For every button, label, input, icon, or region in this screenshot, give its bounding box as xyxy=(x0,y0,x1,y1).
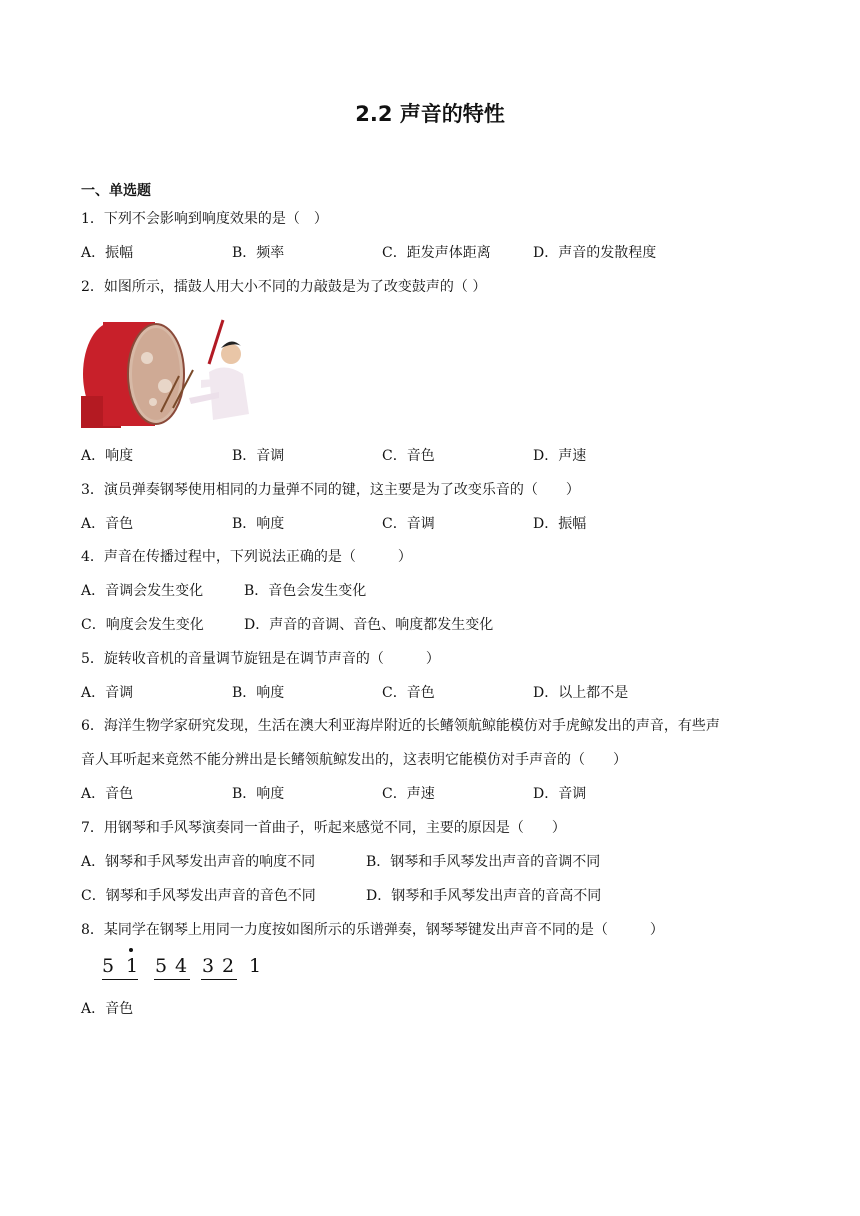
question-4-stem: 4．声音在传播过程中，下列说法正确的是（ ） xyxy=(81,549,412,565)
page-title: 2.2 声音的特性 xyxy=(355,102,505,126)
q1-option-d: D．声音的发散程度 xyxy=(533,245,657,261)
section-heading: 一、单选题 xyxy=(81,183,151,199)
question-3-stem: 3．演员弹奏钢琴使用相同的力量弹不同的键，这主要是为了改变乐音的（ ） xyxy=(81,482,580,498)
q6-option-a: A．音色 xyxy=(81,786,134,802)
q1-option-a: A．振幅 xyxy=(81,245,134,261)
q3-option-d: D．振幅 xyxy=(533,516,587,532)
q5-option-c: C．音色 xyxy=(382,685,435,701)
q7-option-a: A．钢琴和手风琴发出声音的响度不同 xyxy=(81,854,316,870)
question-1-stem: 1．下列不会影响到响度效果的是（ ） xyxy=(81,211,328,227)
q4-option-c: C．响度会发生变化 xyxy=(81,617,204,633)
q2-option-d: D．声速 xyxy=(533,448,587,464)
q8-option-a: A．音色 xyxy=(81,1001,134,1017)
q7-option-d: D．钢琴和手风琴发出声音的音高不同 xyxy=(366,888,602,904)
note: 1 xyxy=(249,955,262,977)
note: 4 xyxy=(175,955,188,977)
beam-underline xyxy=(201,979,237,980)
question-6-stem-line-2: 音人耳听起来竟然不能分辨出是长鳍领航鲸发出的，这表明它能模仿对手声音的（ ） xyxy=(81,752,627,768)
q3-option-b: B．响度 xyxy=(232,516,285,532)
note: 2 xyxy=(222,955,235,977)
q2-option-c: C．音色 xyxy=(382,448,435,464)
q2-option-a: A．响度 xyxy=(81,448,134,464)
q4-option-a: A．音调会发生变化 xyxy=(81,583,204,599)
note: 3 xyxy=(202,955,215,977)
q1-option-b: B．频率 xyxy=(232,245,285,261)
q2-option-b: B．音调 xyxy=(232,448,285,464)
question-6-stem: 6．海洋生物学家研究发现，生活在澳大利亚海岸附近的长鳍领航鲸能模仿对手虎鲸发出的声音，有些声 xyxy=(81,718,720,734)
q1-option-c: C．距发声体距离 xyxy=(382,245,491,261)
q4-option-b: B．音色会发生变化 xyxy=(244,583,367,599)
q7-option-b: B．钢琴和手风琴发出声音的音调不同 xyxy=(366,854,601,870)
q6-option-c: C．声速 xyxy=(382,786,435,802)
high-octave-dot xyxy=(129,948,133,952)
question-2-stem: 2．如图所示，擂鼓人用大小不同的力敲鼓是为了改变鼓声的（ ） xyxy=(81,279,487,295)
q6-option-d: D．音调 xyxy=(533,786,587,802)
beam-underline xyxy=(154,979,190,980)
q3-option-c: C．音调 xyxy=(382,516,435,532)
music-notation xyxy=(102,948,282,982)
question-7-stem: 7．用钢琴和手风琴演奏同一首曲子，听起来感觉不同，主要的原因是（ ） xyxy=(81,820,566,836)
q4-option-d: D．声音的音调、音色、响度都发生变化 xyxy=(244,617,494,633)
q5-option-a: A．音调 xyxy=(81,685,134,701)
q3-option-a: A．音色 xyxy=(81,516,134,532)
beam-underline xyxy=(102,979,138,980)
drum-player-image xyxy=(81,316,253,428)
note-high: 1 xyxy=(126,955,139,977)
note: 5 xyxy=(155,955,168,977)
q5-option-d: D．以上都不是 xyxy=(533,685,629,701)
q6-option-b: B．响度 xyxy=(232,786,285,802)
question-5-stem: 5．旋转收音机的音量调节旋钮是在调节声音的（ ） xyxy=(81,651,440,667)
q5-option-b: B．响度 xyxy=(232,685,285,701)
question-8-stem: 8．某同学在钢琴上用同一力度按如图所示的乐谱弹奏，钢琴琴键发出声音不同的是（ ） xyxy=(81,922,664,938)
note: 5 xyxy=(102,955,115,977)
q7-option-c: C．钢琴和手风琴发出声音的音色不同 xyxy=(81,888,316,904)
